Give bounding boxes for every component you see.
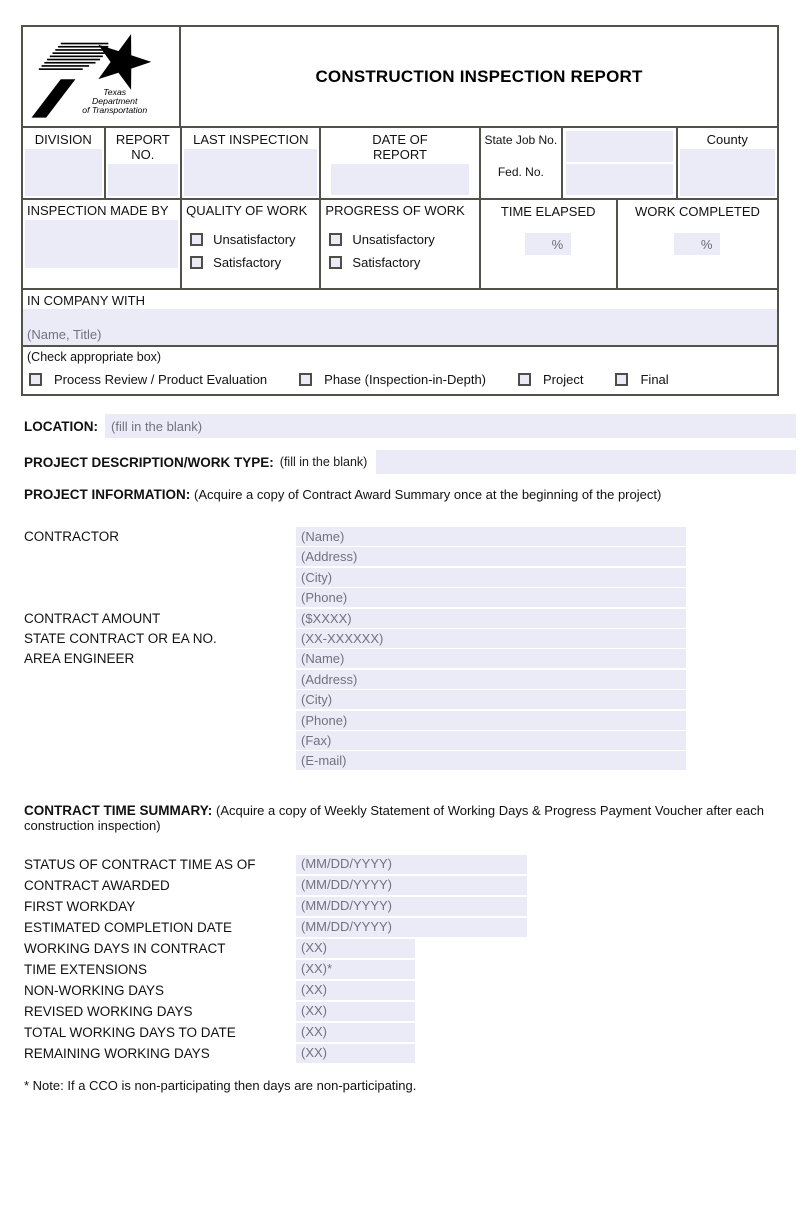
time-elapsed-cell — [481, 200, 618, 288]
table-row — [24, 1002, 796, 1021]
table-row — [24, 731, 796, 750]
project-label: Project — [543, 372, 584, 387]
division-field[interactable] — [25, 149, 102, 196]
logo-cell — [23, 27, 181, 126]
table-row — [24, 629, 796, 648]
report-type-row — [23, 347, 777, 394]
logo-text-department: Department — [92, 95, 138, 106]
total-working-days-field[interactable]: (XX) — [296, 1023, 415, 1042]
quality-satisfactory-label: Satisfactory — [213, 255, 282, 270]
work-completed-percent-sign: % — [700, 236, 713, 252]
blank-label — [24, 670, 296, 689]
state-contract-label: STATE CONTRACT OR EA NO. — [24, 630, 217, 646]
blank-label — [24, 547, 296, 566]
work-completed-cell — [618, 200, 777, 288]
txdot-logo-icon — [26, 29, 176, 125]
table-row — [24, 960, 796, 979]
report-header-table — [21, 25, 779, 396]
location-label: LOCATION: — [24, 418, 98, 434]
quality-unsatisfactory-label: Unsatisfactory — [213, 232, 296, 247]
in-company-with-label: IN COMPANY WITH — [27, 293, 145, 308]
option-phase — [299, 372, 486, 387]
logo-text-texas: Texas — [103, 86, 127, 97]
logo-text-of-transportation: of Transportation — [82, 104, 148, 115]
state-contract-field[interactable]: (XX-XXXXXX) — [296, 629, 686, 648]
county-cell — [678, 128, 777, 198]
contractor-address-field[interactable]: (Address) — [296, 547, 686, 566]
progress-unsatisfactory-label: Unsatisfactory — [352, 232, 435, 247]
progress-unsatisfactory-checkbox[interactable] — [329, 233, 342, 246]
area-engineer-fax-field[interactable]: (Fax) — [296, 731, 686, 750]
report-no-label: REPORT NO. — [115, 132, 170, 162]
blank-label — [24, 568, 296, 587]
county-field[interactable] — [680, 149, 775, 196]
inspection-made-by-cell — [23, 200, 182, 288]
process-review-label: Process Review / Product Evaluation — [54, 372, 268, 387]
table-row — [24, 855, 796, 874]
process-review-checkbox[interactable] — [29, 373, 42, 386]
table-row — [24, 897, 796, 916]
contract-awarded-field[interactable]: (MM/DD/YYYY) — [296, 876, 527, 895]
division-cell — [23, 128, 106, 198]
quality-satisfactory-checkbox[interactable] — [190, 256, 203, 269]
state-job-no-field[interactable] — [566, 131, 672, 162]
date-of-report-label-line2: REPORT — [373, 147, 427, 162]
project-information-heading — [24, 487, 796, 502]
county-label: County — [706, 132, 748, 147]
progress-of-work-cell — [321, 200, 480, 288]
option-final — [615, 372, 668, 387]
in-company-with-field[interactable] — [23, 309, 777, 345]
contract-amount-field[interactable]: ($XXXX) — [296, 609, 686, 628]
table-row — [24, 609, 796, 628]
project-checkbox[interactable] — [518, 373, 531, 386]
identification-row — [23, 128, 777, 200]
title-row — [23, 27, 777, 128]
area-engineer-label: AREA ENGINEER — [24, 651, 135, 667]
date-of-report-label — [321, 128, 478, 162]
state-job-no-label: State Job No. — [484, 133, 558, 147]
table-row — [24, 939, 796, 958]
progress-satisfactory-label: Satisfactory — [352, 255, 421, 270]
contract-amount-label: CONTRACT AMOUNT — [24, 610, 161, 626]
project-description-label: PROJECT DESCRIPTION/WORK TYPE: — [24, 454, 274, 470]
area-engineer-phone-field[interactable]: (Phone) — [296, 711, 686, 730]
date-of-report-field[interactable] — [331, 164, 468, 195]
time-elapsed-percent-sign: % — [551, 236, 564, 252]
blank-label — [24, 731, 296, 750]
progress-of-work-label: PROGRESS OF WORK — [325, 203, 465, 218]
work-completed-label: WORK COMPLETED — [634, 204, 760, 219]
blank-label — [24, 711, 296, 730]
table-row — [24, 690, 796, 709]
location-field[interactable] — [105, 414, 796, 438]
table-row — [24, 918, 796, 937]
project-information-title: PROJECT INFORMATION: — [24, 487, 191, 502]
time-extensions-label: TIME EXTENSIONS — [24, 962, 148, 977]
option-process-review — [29, 372, 267, 387]
inspection-made-by-field[interactable] — [25, 220, 178, 268]
final-checkbox[interactable] — [615, 373, 628, 386]
check-appropriate-box-label: (Check appropriate box) — [27, 350, 162, 364]
remaining-working-days-label: REMAINING WORKING DAYS — [24, 1046, 210, 1061]
project-information-rows — [24, 527, 796, 772]
inspection-made-by-label: INSPECTION MADE BY — [27, 203, 169, 218]
estimated-completion-label: ESTIMATED COMPLETION DATE — [24, 920, 233, 935]
work-completed-percent-field[interactable] — [674, 233, 720, 255]
report-no-cell — [106, 128, 183, 198]
area-engineer-address-field[interactable]: (Address) — [296, 670, 686, 689]
fed-no-field[interactable] — [566, 164, 672, 195]
project-description-row — [24, 450, 796, 474]
first-workday-label: FIRST WORKDAY — [24, 899, 136, 914]
blank-label — [24, 751, 296, 770]
revised-working-days-field[interactable]: (XX) — [296, 1002, 415, 1021]
table-row — [24, 670, 796, 689]
non-working-days-field[interactable]: (XX) — [296, 981, 415, 1000]
inspection-row — [23, 200, 777, 290]
estimated-completion-field[interactable]: (MM/DD/YYYY) — [296, 918, 527, 937]
revised-working-days-label: REVISED WORKING DAYS — [24, 1004, 193, 1019]
contractor-phone-field[interactable]: (Phone) — [296, 588, 686, 607]
contract-time-summary-title: CONTRACT TIME SUMMARY: — [24, 803, 213, 818]
job-numbers-field-cell — [563, 128, 677, 198]
non-working-days-label: NON-WORKING DAYS — [24, 983, 165, 998]
progress-satisfactory-checkbox[interactable] — [329, 256, 342, 269]
table-row — [24, 751, 796, 770]
contractor-name-field[interactable]: (Name) — [296, 527, 686, 546]
table-row — [24, 711, 796, 730]
quality-unsatisfactory-checkbox[interactable] — [190, 233, 203, 246]
report-no-field[interactable] — [108, 164, 179, 196]
location-placeholder: (fill in the blank) — [111, 418, 203, 434]
last-inspection-cell — [182, 128, 321, 198]
project-description-field[interactable] — [376, 450, 796, 474]
contract-time-summary-rows — [24, 855, 796, 1065]
table-row — [24, 588, 796, 607]
location-row — [24, 414, 796, 438]
quality-of-work-label: QUALITY OF WORK — [186, 203, 308, 218]
phase-label: Phase (Inspection-in-Depth) — [324, 372, 487, 387]
time-elapsed-percent-field[interactable] — [525, 233, 571, 255]
area-engineer-email-field[interactable]: (E-mail) — [296, 751, 686, 770]
working-days-contract-label: WORKING DAYS IN CONTRACT — [24, 941, 226, 956]
in-company-row — [23, 290, 777, 347]
phase-checkbox[interactable] — [299, 373, 312, 386]
remaining-working-days-field[interactable]: (XX) — [296, 1044, 415, 1063]
contractor-city-field[interactable]: (City) — [296, 568, 686, 587]
contract-awarded-label: CONTRACT AWARDED — [24, 878, 170, 893]
table-row — [24, 981, 796, 1000]
area-engineer-city-field[interactable]: (City) — [296, 690, 686, 709]
last-inspection-label: LAST INSPECTION — [193, 132, 309, 147]
job-numbers-label-cell — [481, 128, 564, 198]
contract-time-summary-note: (Acquire a copy of Weekly Statement of Working Days & Progress Payment Voucher after each construction inspection) — [24, 803, 764, 833]
total-working-days-label: TOTAL WORKING DAYS TO DATE — [24, 1025, 236, 1040]
fed-no-label: Fed. No. — [497, 165, 544, 179]
page-title: CONSTRUCTION INSPECTION REPORT — [315, 66, 643, 86]
table-row — [24, 876, 796, 895]
table-row — [24, 568, 796, 587]
status-contract-time-label: STATUS OF CONTRACT TIME AS OF — [24, 857, 256, 872]
table-row — [24, 527, 796, 546]
contractor-label: CONTRACTOR — [24, 529, 120, 544]
table-row — [24, 547, 796, 566]
status-contract-time-field[interactable]: (MM/DD/YYYY) — [296, 855, 527, 874]
blank-label — [24, 588, 296, 607]
table-row — [24, 1044, 796, 1063]
quality-of-work-cell — [182, 200, 321, 288]
in-company-with-placeholder: (Name, Title) — [27, 327, 102, 342]
date-of-report-label-line1: DATE OF — [372, 132, 428, 147]
last-inspection-field[interactable] — [184, 149, 317, 196]
project-description-hint: (fill in the blank) — [279, 455, 368, 469]
table-row — [24, 649, 796, 668]
project-information-note: (Acquire a copy of Contract Award Summary once at the beginning of the project) — [194, 487, 662, 502]
division-label: DIVISION — [34, 132, 92, 147]
first-workday-field[interactable]: (MM/DD/YYYY) — [296, 897, 527, 916]
date-of-report-cell — [321, 128, 480, 198]
table-row — [24, 1023, 796, 1042]
working-days-contract-field[interactable]: (XX) — [296, 939, 415, 958]
option-project — [518, 372, 583, 387]
time-elapsed-label: TIME ELAPSED — [500, 204, 596, 219]
cco-footnote: * Note: If a CCO is non-participating then days are non-participating. — [24, 1078, 417, 1093]
title-cell — [181, 27, 777, 126]
area-engineer-name-field[interactable]: (Name) — [296, 649, 686, 668]
blank-label — [24, 690, 296, 709]
final-label: Final — [640, 372, 669, 387]
contract-time-summary-heading — [24, 803, 796, 833]
time-extensions-field[interactable]: (XX)* — [296, 960, 415, 979]
